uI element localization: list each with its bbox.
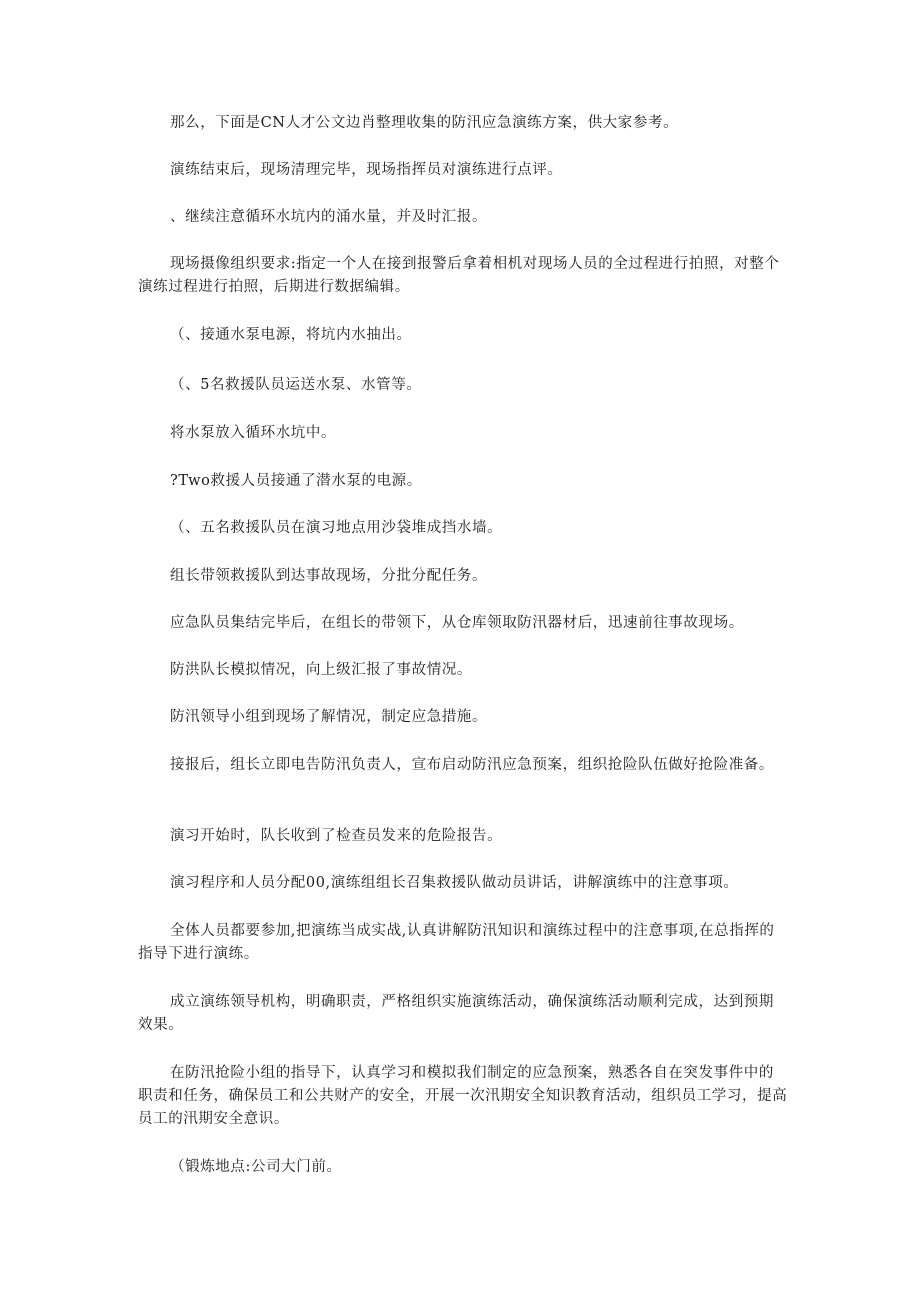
paragraph-camera-requirement: 现场摄像组织要求:指定一个人在接到报警后拿着相机对现场人员的全过程进行拍照，对整个演练过程进行拍照，后期进行数据编辑。: [138, 256, 780, 295]
paragraph-start-plan: 接报后，组长立即电告防汛负责人，宣布启动防汛应急预案，组织抢险队伍做好抢险准备。: [170, 757, 774, 773]
paragraph-transport-pump: （、5名救援队员运送水泵、水管等。: [170, 377, 422, 393]
paragraph-report-up: 防洪队长模拟情况，向上级汇报了事故情况。: [170, 662, 472, 678]
paragraph-drill-start: 演习开始时，队长收到了检查员发来的危险报告。: [170, 828, 503, 844]
paragraph-place-pump: 将水泵放入循环水坑中。: [170, 425, 337, 441]
paragraph-pump-power: （、接通水泵电源，将坑内水抽出。: [170, 327, 412, 343]
paragraph-guidance: 在防汛抢险小组的指导下，认真学习和模拟我们制定的应急预案，熟悉各自在突发事件中的职责和任务，确保员工和公共财产的安全，开展一次汛期安全知识教育活动，组织员工学习，提高员工的汛期安全意识。: [138, 1065, 788, 1127]
paragraph-procedure: 演习程序和人员分配00,演练组组长召集救援队做动员讲话，讲解演练中的注意事项。: [170, 875, 739, 891]
paragraph-organization: 成立演练领导机构，明确职责，严格组织实施演练活动，确保演练活动顺利完成，达到预期效果。: [138, 994, 774, 1033]
paragraph-intro: 那么，下面是CN人才公文边肖整理收集的防汛应急演练方案，供大家参考。: [170, 115, 679, 131]
paragraph-assembly: 应急队员集结完毕后，在组长的带领下，从仓库领取防汛器材后，迅速前往事故现场。: [170, 615, 744, 631]
paragraph-connect-power: ?Two救援人员接通了潜水泵的电源。: [170, 473, 422, 489]
paragraph-water-monitor: 、继续注意循环水坑内的涌水量，并及时汇报。: [170, 209, 488, 225]
paragraph-all-staff: 全体人员都要参加,把演练当成实战,认真讲解防汛知识和演练过程中的注意事项,在总指挥的指导下进行演练。: [138, 923, 775, 962]
paragraph-location: （锻炼地点:公司大门前。: [170, 1159, 342, 1175]
paragraph-team-leader: 组长带领救援队到达事故现场，分批分配任务。: [170, 568, 488, 584]
paragraph-drill-end: 演练结束后，现场清理完毕，现场指挥员对演练进行点评。: [170, 162, 563, 178]
paragraph-leadership-group: 防汛领导小组到现场了解情况，制定应急措施。: [170, 709, 488, 725]
paragraph-sandbag-wall: （、五名救援队员在演习地点用沙袋堆成挡水墙。: [170, 520, 503, 536]
